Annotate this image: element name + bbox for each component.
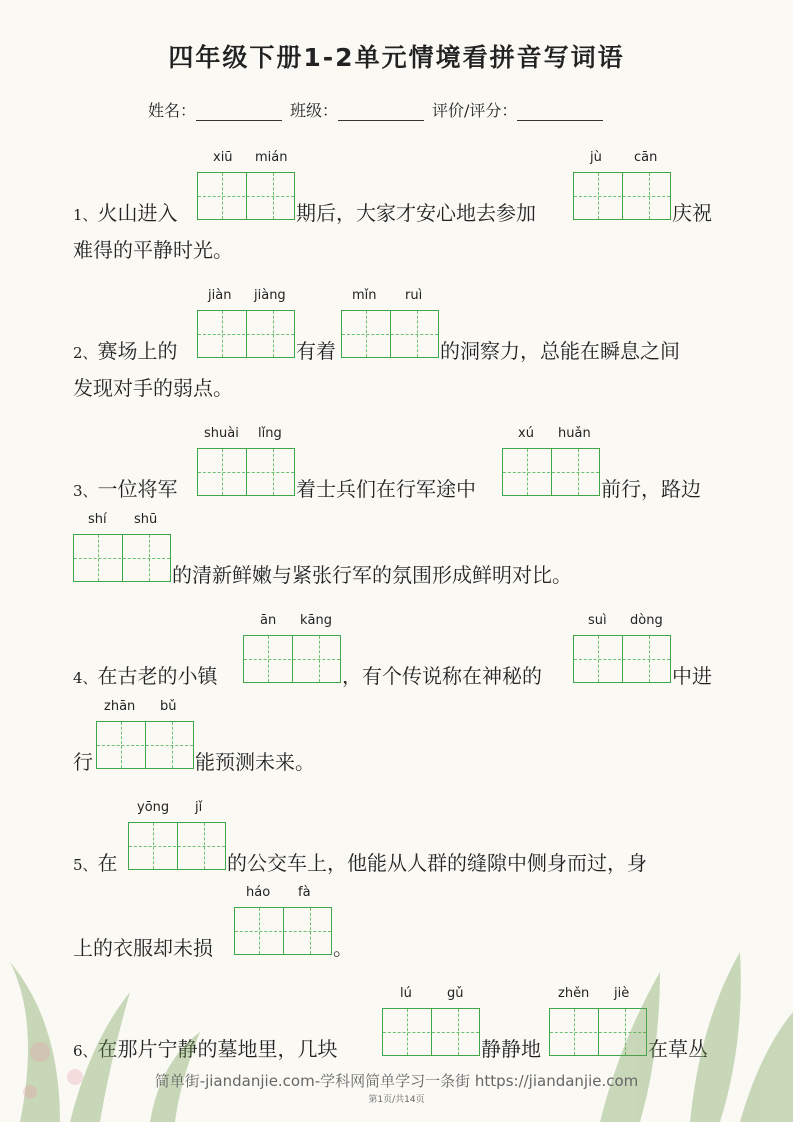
pinyin: cān — [634, 150, 658, 165]
pinyin: dòng — [630, 613, 663, 628]
pinyin: zhān — [104, 699, 136, 714]
pinyin: jiàn — [208, 288, 232, 303]
pinyin: háo — [246, 885, 271, 900]
question-text: 上的衣服却未损 — [73, 936, 213, 960]
question-5: 5、在 — [73, 851, 118, 875]
pinyin: mián — [255, 150, 288, 165]
question-text: 静静地 — [481, 1037, 541, 1061]
pinyin: jiàng — [254, 288, 286, 303]
pinyin: shí — [88, 512, 107, 527]
question-text: 能预测未来。 — [195, 750, 315, 774]
answer-box[interactable] — [197, 172, 295, 220]
pinyin: ruì — [405, 288, 423, 303]
pinyin: yōng — [137, 800, 170, 815]
pinyin: jiè — [614, 986, 630, 1001]
pinyin: lǐng — [258, 426, 282, 441]
pinyin: huǎn — [558, 426, 591, 441]
pinyin: shū — [134, 512, 158, 527]
answer-box[interactable] — [96, 721, 194, 769]
question-text: 期后，大家才安心地去参加 — [296, 201, 536, 225]
pinyin: suì — [588, 613, 607, 628]
pinyin: jù — [590, 150, 602, 165]
question-text: 着士兵们在行军途中 — [296, 477, 476, 501]
question-number: 1、 — [73, 206, 98, 224]
pinyin: shuài — [204, 426, 239, 441]
name-field[interactable] — [196, 102, 282, 121]
answer-box[interactable] — [341, 310, 439, 358]
question-4: 4、在古老的小镇 — [73, 664, 218, 688]
question-1: 1、火山进入 — [73, 201, 178, 225]
question-6: 6、在那片宁静的墓地里，几块 — [73, 1037, 338, 1061]
answer-box[interactable] — [573, 635, 671, 683]
pinyin: xú — [518, 426, 534, 441]
answer-box[interactable] — [197, 310, 295, 358]
question-number: 6、 — [73, 1042, 98, 1060]
score-label: 评价/评分： — [432, 101, 518, 120]
question-3: 3、一位将军 — [73, 477, 178, 501]
question-text: ，有个传说称在神秘的 — [342, 664, 542, 688]
pinyin: zhěn — [558, 986, 590, 1001]
name-label: 姓名： — [148, 101, 197, 120]
question-2: 2、赛场上的 — [73, 339, 178, 363]
question-text: 的公交车上，他能从人群的缝隙中侧身而过，身 — [227, 851, 647, 875]
pinyin: bǔ — [160, 699, 177, 714]
question-text: 。 — [333, 936, 353, 960]
score-field[interactable] — [517, 102, 603, 121]
page-title: 四年级下册1-2单元情境看拼音写词语 — [168, 43, 625, 72]
question-number: 5、 — [73, 856, 98, 874]
question-text: 有着 — [296, 339, 336, 363]
class-field[interactable] — [338, 102, 424, 121]
question-text: 的清新鲜嫩与紧张行军的氛围形成鲜明对比。 — [172, 563, 572, 587]
question-text: 行 — [73, 750, 93, 774]
student-info — [148, 98, 611, 121]
pinyin: mǐn — [352, 288, 377, 303]
answer-box[interactable] — [128, 822, 226, 870]
answer-box[interactable] — [502, 448, 600, 496]
question-text: 庆祝 — [672, 201, 712, 225]
pinyin: kāng — [300, 613, 332, 628]
answer-box[interactable] — [382, 1008, 480, 1056]
footer-watermark: 简单街-jiandanjie.com-学科网简单学习一条街 https://jiandanjie.com — [154, 1072, 639, 1090]
answer-box[interactable] — [73, 534, 171, 582]
answer-box[interactable] — [243, 635, 341, 683]
class-label: 班级： — [290, 101, 339, 120]
question-number: 4、 — [73, 669, 98, 687]
answer-box[interactable] — [234, 907, 332, 955]
question-number: 3、 — [73, 482, 98, 500]
pinyin: gǔ — [447, 986, 464, 1001]
pinyin: xiū — [213, 150, 233, 165]
question-text: 的洞察力，总能在瞬息之间 — [440, 339, 680, 363]
answer-box[interactable] — [197, 448, 295, 496]
question-text: 在草丛 — [648, 1037, 708, 1061]
question-text: 前行，路边 — [601, 477, 701, 501]
question-text: 中进 — [672, 664, 712, 688]
question-text: 发现对手的弱点。 — [73, 376, 233, 400]
pinyin: jǐ — [195, 800, 203, 815]
pinyin: ān — [260, 613, 277, 628]
answer-box[interactable] — [573, 172, 671, 220]
answer-box[interactable] — [549, 1008, 647, 1056]
page-number: 第1页/共14页 — [368, 1095, 425, 1105]
pinyin: lú — [400, 986, 412, 1001]
question-number: 2、 — [73, 344, 98, 362]
pinyin: fà — [298, 885, 311, 900]
question-text: 难得的平静时光。 — [73, 238, 233, 262]
